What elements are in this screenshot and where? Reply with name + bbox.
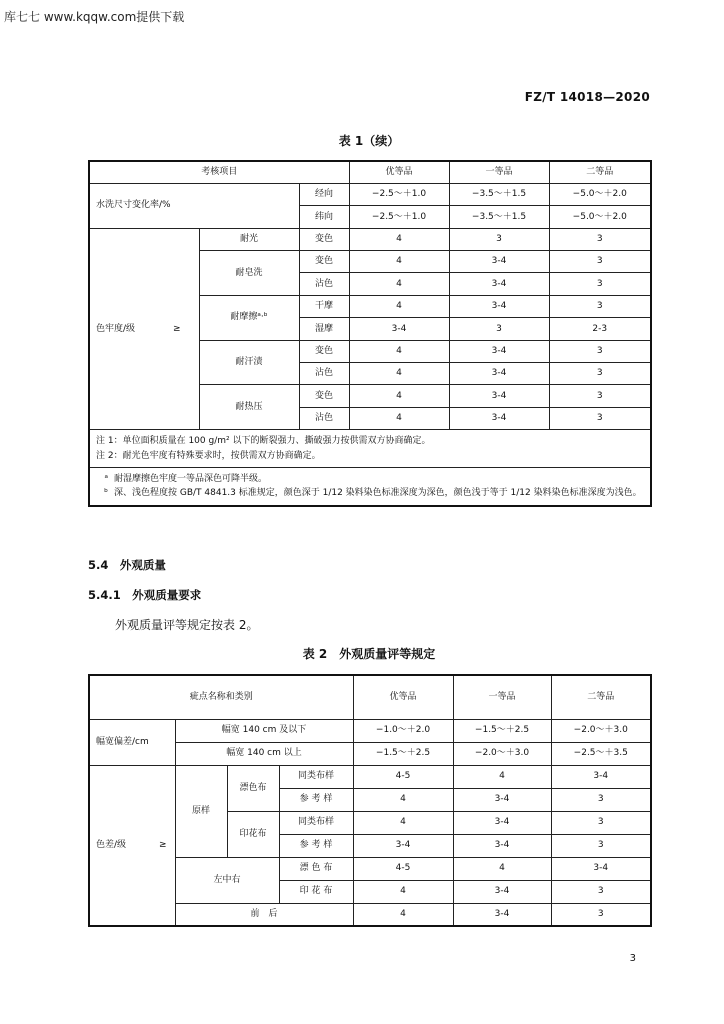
table2-caption: 表 2 外观质量评等规定 [302, 647, 436, 661]
value-cell: −5.0～＋2.0 [549, 183, 651, 205]
header-cell: 一等品 [453, 675, 551, 719]
group-label: 耐皂洗 [199, 251, 299, 296]
row-label [89, 228, 199, 430]
value-cell: 3 [551, 880, 651, 903]
sub-label: 湿摩 [299, 318, 349, 340]
sub-label: 幅宽 140 cm 以上 [175, 742, 353, 765]
value-cell: 3 [549, 295, 651, 317]
footnote-mark: ᵃ [104, 473, 108, 484]
footnote-text: 深、浅色程度按 GB/T 4841.3 标准规定，颜色深于 1/12 染料染色标准深度为深色，颜色浅于等于 1/12 染料染色标准深度为浅色。 [114, 488, 642, 499]
table-row [89, 183, 651, 205]
group-label: 前 后 [175, 903, 353, 926]
value-cell: 4 [349, 407, 449, 429]
table-row [89, 765, 651, 788]
ge-symbol: ≥ [172, 323, 181, 334]
sub-label: 参 考 样 [279, 834, 353, 857]
footnote-mark: ᵇ [104, 488, 108, 499]
value-cell: 3-4 [551, 857, 651, 880]
value-cell: 3-4 [453, 788, 551, 811]
value-cell: 4 [349, 295, 449, 317]
header-cell: 优等品 [349, 161, 449, 183]
sub-label: 沾色 [299, 273, 349, 295]
footnotes-cell [89, 467, 651, 505]
table1-header-row [89, 161, 651, 183]
notes-cell [89, 430, 651, 468]
value-cell: −3.5～＋1.5 [449, 206, 549, 228]
value-cell: 3-4 [449, 251, 549, 273]
value-cell: −2.0～＋3.0 [551, 719, 651, 742]
value-cell: 4 [349, 273, 449, 295]
note-1: 注 1：单位面积质量在 100 g/m² 以下的断裂强力、撕破强力按供需双方协商确定。 [96, 436, 431, 447]
value-cell: 4 [353, 903, 453, 926]
row-label [89, 765, 175, 926]
value-cell: 4 [349, 363, 449, 385]
table-row [89, 719, 651, 742]
value-cell: 4-5 [353, 857, 453, 880]
value-cell: 3-4 [353, 834, 453, 857]
watermark-text: 库七七 www.kqqw.com提供下载 [4, 10, 185, 24]
value-cell: −2.0～＋3.0 [453, 742, 551, 765]
value-cell: 3-4 [453, 880, 551, 903]
sub-label: 幅宽 140 cm 及以下 [175, 719, 353, 742]
footnote-text: 耐湿摩擦色牢度一等品深色可降半级。 [114, 473, 268, 484]
value-cell: 3-4 [349, 318, 449, 340]
value-cell: 3 [549, 340, 651, 362]
color-label: 色差/级 [96, 839, 127, 850]
header-cell: 二等品 [549, 161, 651, 183]
group-label: 左中右 [175, 857, 279, 903]
value-cell: −1.0～＋2.0 [353, 719, 453, 742]
sub-label: 纬向 [299, 206, 349, 228]
value-cell: 3 [449, 228, 549, 250]
value-cell: 3 [549, 251, 651, 273]
value-cell: 4 [349, 251, 449, 273]
value-cell: −1.5～＋2.5 [353, 742, 453, 765]
sub-label: 变色 [299, 251, 349, 273]
value-cell: 3-4 [449, 273, 549, 295]
sub-label: 变色 [299, 340, 349, 362]
fastness-label: 色牢度/级 [96, 323, 136, 334]
group-label: 印花布 [227, 811, 279, 857]
group-label: 原样 [175, 765, 227, 857]
group-label: 耐热压 [199, 385, 299, 430]
value-cell: 3 [549, 273, 651, 295]
value-cell: 4-5 [353, 765, 453, 788]
row-label: 幅宽偏差/cm [89, 719, 175, 765]
value-cell: 3-4 [551, 765, 651, 788]
group-label: 耐光 [199, 228, 299, 250]
value-cell: 4 [349, 385, 449, 407]
sub-label: 沾色 [299, 363, 349, 385]
value-cell: 3-4 [449, 385, 549, 407]
value-cell: 3 [551, 788, 651, 811]
value-cell: 4 [353, 788, 453, 811]
value-cell: 4 [453, 765, 551, 788]
sub-label: 漂 色 布 [279, 857, 353, 880]
sub-label: 经向 [299, 183, 349, 205]
value-cell: 4 [453, 857, 551, 880]
value-cell: 3-4 [453, 811, 551, 834]
value-cell: 3 [449, 318, 549, 340]
group-label: 漂色布 [227, 765, 279, 811]
value-cell: −2.5～＋1.0 [349, 206, 449, 228]
sub-label: 沾色 [299, 407, 349, 429]
value-cell: 3-4 [449, 407, 549, 429]
paragraph: 外观质量评等规定按表 2。 [115, 618, 259, 632]
value-cell: 3 [549, 228, 651, 250]
value-cell: 3-4 [453, 834, 551, 857]
value-cell: −3.5～＋1.5 [449, 183, 549, 205]
value-cell: 2-3 [549, 318, 651, 340]
value-cell: −2.5～＋1.0 [349, 183, 449, 205]
value-cell: 4 [349, 340, 449, 362]
value-cell: 3 [551, 811, 651, 834]
row-label: 水洗尺寸变化率/% [89, 183, 299, 228]
footnote-a [96, 472, 644, 486]
sub-label: 同类布样 [279, 765, 353, 788]
footnote-b [96, 486, 644, 500]
value-cell: 3-4 [449, 340, 549, 362]
sub-label: 同类布样 [279, 811, 353, 834]
table2 [88, 674, 652, 927]
sub-label: 干摩 [299, 295, 349, 317]
sub-label: 变色 [299, 385, 349, 407]
value-cell: 3 [549, 385, 651, 407]
page-number: 3 [629, 953, 636, 964]
header-cell: 一等品 [449, 161, 549, 183]
sub-label: 印 花 布 [279, 880, 353, 903]
table-row [89, 228, 651, 250]
table1-caption: 表 1（续） [338, 134, 400, 148]
value-cell: −2.5～＋3.5 [551, 742, 651, 765]
notes-row [89, 430, 651, 468]
value-cell: 3-4 [453, 903, 551, 926]
value-cell: 3-4 [449, 363, 549, 385]
header-cell: 疵点名称和类别 [89, 675, 353, 719]
header-cell: 考核项目 [89, 161, 349, 183]
sub-label: 参 考 样 [279, 788, 353, 811]
note-2: 注 2：耐光色牢度有特殊要求时，按供需双方协商确定。 [96, 450, 321, 461]
value-cell: 3 [551, 834, 651, 857]
group-label: 耐汗渍 [199, 340, 299, 385]
group-label: 耐摩擦ᵃ·ᵇ [199, 295, 299, 340]
header-cell: 优等品 [353, 675, 453, 719]
value-cell: 3-4 [449, 295, 549, 317]
table2-header-row [89, 675, 651, 719]
value-cell: 3 [549, 407, 651, 429]
value-cell: 3 [551, 903, 651, 926]
value-cell: 3 [549, 363, 651, 385]
value-cell: 4 [349, 228, 449, 250]
ge-symbol: ≥ [158, 839, 167, 850]
section-heading: 5.4.1 外观质量要求 [88, 588, 202, 602]
header-cell: 二等品 [551, 675, 651, 719]
value-cell: 4 [353, 880, 453, 903]
section-heading: 5.4 外观质量 [88, 558, 166, 572]
value-cell: −1.5～＋2.5 [453, 719, 551, 742]
table1 [88, 160, 652, 507]
value-cell: 4 [353, 811, 453, 834]
footnotes-row [89, 467, 651, 505]
document-code: FZ/T 14018—2020 [524, 90, 650, 104]
sub-label: 变色 [299, 228, 349, 250]
value-cell: −5.0～＋2.0 [549, 206, 651, 228]
